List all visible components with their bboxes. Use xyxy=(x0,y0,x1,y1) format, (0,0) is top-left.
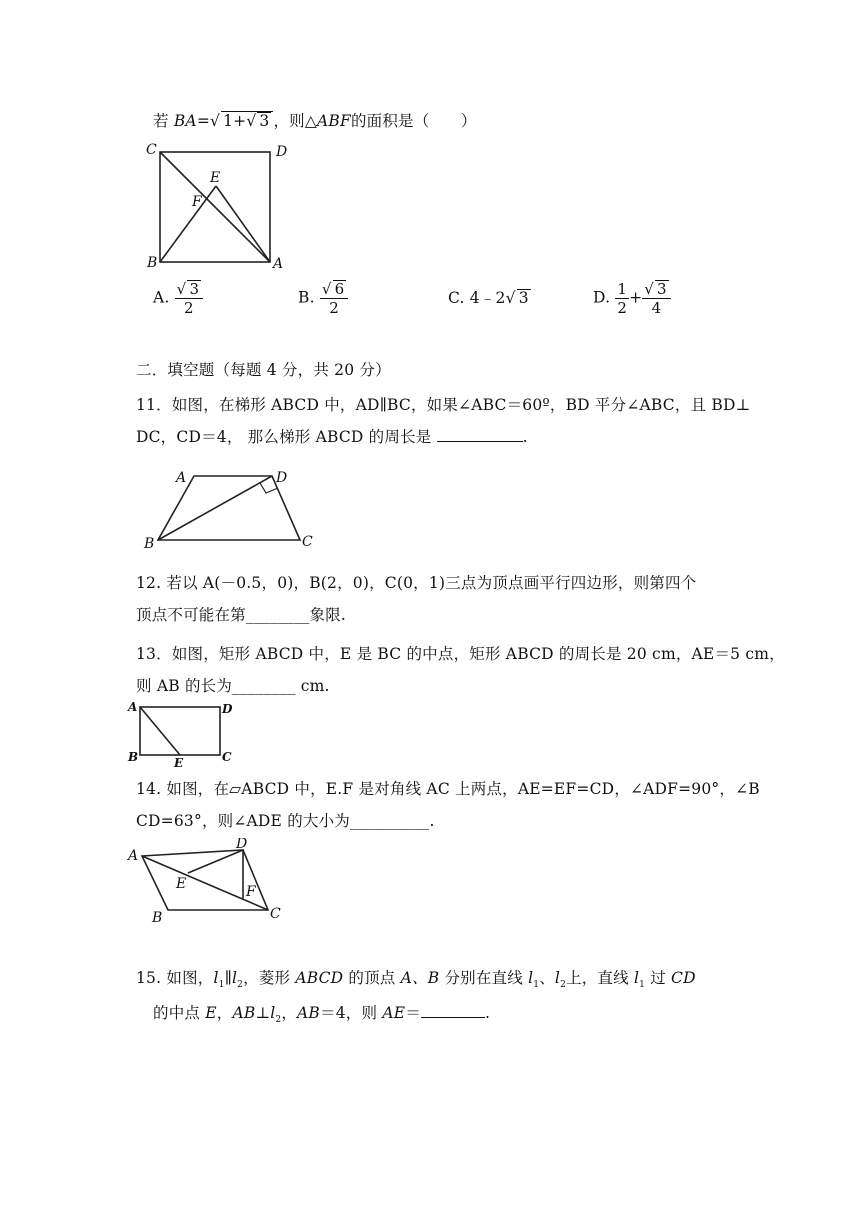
q10-label-a: A xyxy=(273,256,284,272)
q10-option-a xyxy=(153,280,203,317)
q15-sub2-c: 2 xyxy=(275,1015,282,1026)
q14-parallelogram xyxy=(142,850,268,910)
q13-label-b: B xyxy=(128,750,139,764)
q13-figure xyxy=(124,697,244,769)
q15-perp: ⊥ xyxy=(255,1004,271,1022)
q10-stem-suffix: 的面积是（ ） xyxy=(350,112,477,130)
q10-stem-mid: ，则△ xyxy=(273,112,317,130)
q10-option-c: C. 4﹣2√ 3 xyxy=(448,289,529,307)
q11-label-c: C xyxy=(302,534,313,550)
q15-text-c: 的顶点 xyxy=(343,969,401,987)
q10-figure xyxy=(140,138,300,273)
q10-option-c-letter: C. xyxy=(448,289,465,307)
q15-l2: l xyxy=(231,969,238,987)
q15-text-k: ＝4，则 xyxy=(320,1004,383,1022)
sqrt-icon: √ xyxy=(210,112,221,130)
q13-label-d: D xyxy=(222,702,233,716)
q10-option-b-num: √ 6 xyxy=(320,280,349,299)
q11-line1: 11．如图，在梯形 ABCD 中，AD∥BC，如果∠ABC＝60º，BD 平分∠ABC，且 BD⊥ xyxy=(136,396,751,414)
q15-cd: CD xyxy=(671,969,696,987)
q10-option-d-den1: 2 xyxy=(617,299,628,317)
section-title: 二．填空题（每题 4 分，共 20 分） xyxy=(136,361,391,379)
q10-option-c-text: 4﹣2 xyxy=(469,289,506,307)
q10-option-d-den2: 4 xyxy=(651,299,662,317)
q14-label-b: B xyxy=(152,910,163,923)
q11-figure xyxy=(140,466,330,554)
q10-option-d-rad: 3 xyxy=(657,280,667,298)
q10-option-c-rad: 3 xyxy=(518,289,529,307)
q15-l1: l xyxy=(213,969,219,987)
q14-line1: 14. 如图，在▱ABCD 中，E.F 是对角线 AC 上两点，AE=EF=CD，∠ADF=90°，∠B xyxy=(136,780,760,798)
q10-label-f: F xyxy=(192,194,202,210)
q10-option-a-num: √ 3 xyxy=(175,280,204,299)
q10-option-a-letter: A. xyxy=(153,288,170,307)
q15-text-i: ， xyxy=(216,1004,233,1022)
q15-sub1-b: 1 xyxy=(533,980,540,991)
q11-line2 xyxy=(136,427,528,447)
q13-label-c: C xyxy=(222,750,232,764)
q14-label-a: A xyxy=(128,848,139,864)
q15-parallel: ∥ xyxy=(224,969,232,987)
q10-radicand-b: 3 xyxy=(259,112,270,130)
q10-segment-ea xyxy=(216,186,270,262)
q15-text-h: 的中点 xyxy=(153,1004,206,1022)
q10-label-c: C xyxy=(146,142,157,158)
q10-option-b-letter: B. xyxy=(298,288,315,307)
q15-text-g: 过 xyxy=(645,969,672,987)
q15-sub2-b: 2 xyxy=(560,980,567,991)
q11-label-d: D xyxy=(276,470,288,486)
q14-figure xyxy=(126,838,291,923)
q14-label-d: D xyxy=(236,838,248,852)
q15-text-l: ＝ xyxy=(405,1004,421,1022)
q10-option-a-rad: 3 xyxy=(189,280,200,298)
q10-radicand-a: 1+ xyxy=(223,112,247,130)
q10-option-a-den: 2 xyxy=(184,299,194,317)
q11-line2-end: . xyxy=(522,428,528,446)
q13-rectangle xyxy=(140,707,220,755)
q15-sub1: 1 xyxy=(218,980,225,991)
q15-sub1-c: 1 xyxy=(639,980,646,991)
q15-text-b: ，菱形 xyxy=(243,969,296,987)
q14-label-e: E xyxy=(176,876,187,892)
q10-option-d-plus: + xyxy=(629,288,643,307)
q10-radicand xyxy=(221,111,273,130)
q11-answer-blank[interactable] xyxy=(437,427,523,442)
q10-option-d xyxy=(593,280,671,317)
q10-label-e: E xyxy=(210,170,221,186)
q10-stem-prefix: 若 xyxy=(153,112,174,130)
q10-option-d-num2: √ 3 xyxy=(642,280,671,299)
q15-answer-blank[interactable] xyxy=(421,1003,485,1018)
q15-abcd: ABCD xyxy=(295,969,344,987)
q10-option-b-rad: 6 xyxy=(334,280,345,298)
q10-option-d-letter: D. xyxy=(593,288,611,307)
q15-text-a: 15. 如图， xyxy=(136,969,214,987)
q10-option-b-frac xyxy=(320,280,349,317)
q15-line2 xyxy=(153,1003,490,1030)
q10-diagonal-ca xyxy=(160,152,270,262)
q10-stem xyxy=(153,111,477,131)
q12-line1: 12. 若以 A(－0.5，0)，B(2，0)，C(0，1)三点为顶点画平行四边形，则第四个 xyxy=(136,574,697,592)
q13-line2: 则 AB 的长为________ cm. xyxy=(136,677,330,695)
q13-segment-ae xyxy=(140,707,180,755)
q10-option-b xyxy=(298,280,348,317)
q11-line2-text: DC，CD＝4， 那么梯形 ABCD 的周长是 xyxy=(136,428,437,446)
q15-text-j: ， xyxy=(281,1004,298,1022)
q10-label-b: B xyxy=(147,255,158,271)
q15-l1-b: l xyxy=(528,969,534,987)
q15-text-e: 、 xyxy=(539,969,555,987)
q10-abf: ABF xyxy=(317,112,351,130)
q14-label-f: F xyxy=(246,884,256,900)
q11-label-a: A xyxy=(176,470,187,486)
q13-line1: 13．如图，矩形 ABCD 中，E 是 BC 的中点，矩形 ABCD 的周长是 20 cm，AE＝5 cm， xyxy=(136,645,785,663)
q10-option-d-frac2 xyxy=(642,280,671,317)
q10-eq: = xyxy=(196,112,210,130)
q15-line1 xyxy=(136,968,696,995)
q15-l1-c: l xyxy=(633,969,640,987)
q15-l2-b: l xyxy=(554,969,561,987)
q13-label-e: E xyxy=(174,756,184,769)
q15-ab: AB xyxy=(232,1004,256,1022)
q15-ab2: AB xyxy=(297,1004,321,1022)
q15-l2-c: l xyxy=(270,1004,276,1022)
q15-e: E xyxy=(205,1004,217,1022)
q15-text-f: 上，直线 xyxy=(566,969,634,987)
q13-label-a: A xyxy=(128,700,138,714)
q10-option-d-frac1 xyxy=(615,280,629,317)
q12-line2: 顶点不可能在第________象限. xyxy=(136,606,347,624)
q10-option-b-den: 2 xyxy=(329,299,339,317)
q14-line2: CD=63°，则∠ADE 的大小为__________. xyxy=(136,812,435,830)
q10-label-d: D xyxy=(276,144,288,160)
q11-label-b: B xyxy=(144,536,155,552)
q15-text-d: 分别在直线 xyxy=(439,969,529,987)
q15-ab-points: A、B xyxy=(400,969,440,987)
q10-segment-be xyxy=(160,186,216,262)
q10-ba: BA xyxy=(173,112,197,130)
q10-option-d-num1: 1 xyxy=(617,280,628,298)
sqrt-icon: √ xyxy=(246,112,257,130)
q15-sub2: 2 xyxy=(237,980,244,991)
q14-label-c: C xyxy=(270,906,281,922)
q10-option-a-frac xyxy=(175,280,204,317)
q15-ae: AE xyxy=(382,1004,406,1022)
q15-text-m: . xyxy=(484,1004,491,1022)
